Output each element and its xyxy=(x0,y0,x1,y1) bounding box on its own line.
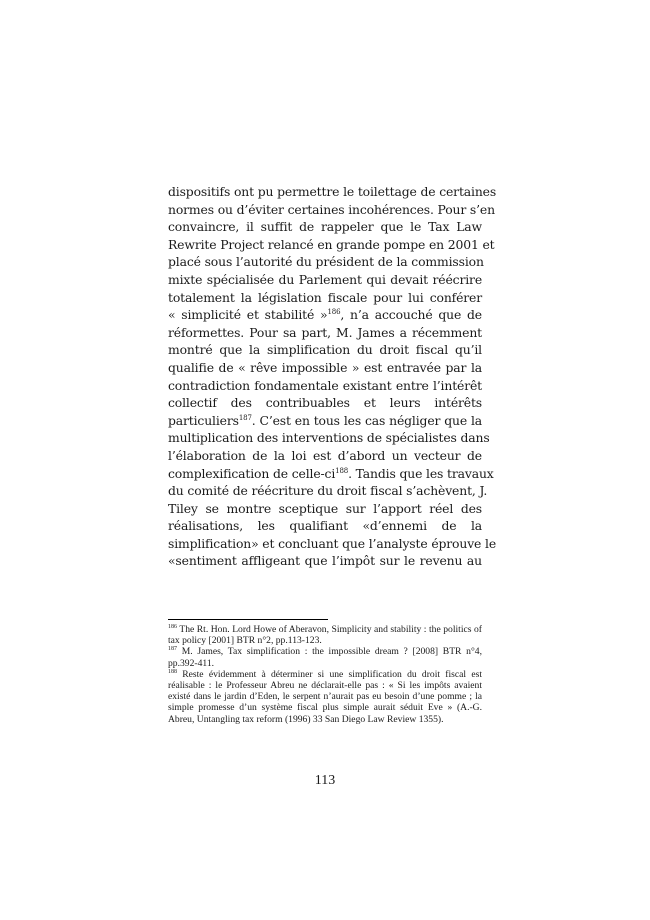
line-text: complexification de celle-ci xyxy=(168,465,336,481)
text-line: normes ou d’éviter certaines incohérences. Pour s’en xyxy=(168,201,495,217)
text-line: Rewrite Project relancé en grande pompe en 2001 et xyxy=(168,236,495,252)
line-text: . Tandis que les travaux xyxy=(348,465,494,481)
text-line: «sentiment affligeant que l’impôt sur le revenu au xyxy=(168,553,482,569)
footnote-ref-187[interactable]: 187 xyxy=(238,413,252,422)
footnote-text: The Rt. Hon. Lord Howe of Aberavon, Simplicity and stability : the politics of tax policy [2001] BTR n°2, pp.113-123. xyxy=(168,624,482,647)
text-line xyxy=(168,306,482,324)
footnote-ref-186[interactable]: 186 xyxy=(327,308,341,317)
footnote-188 xyxy=(168,669,482,725)
footnote-number: 187 xyxy=(168,646,177,653)
text-line: placé sous l’autorité du président de la commission xyxy=(168,254,484,270)
footnote-ref-188[interactable]: 188 xyxy=(335,466,349,475)
page-number: 113 xyxy=(314,773,336,788)
body-text xyxy=(168,183,497,570)
text-line: montré que la simplification du droit fiscal qu’il xyxy=(168,342,482,358)
footnote-separator xyxy=(168,619,328,620)
quote-text: « simplicité et stabilité » xyxy=(168,307,328,323)
footnote-187 xyxy=(168,646,482,668)
text-line: collectif des contribuables et leurs intérêts xyxy=(168,395,482,411)
text-line xyxy=(168,412,482,430)
text-line: du comité de réécriture du droit fiscal s’achèvent, J. xyxy=(168,483,488,499)
text-line: convaincre, il suffit de rappeler que le Tax Law xyxy=(168,219,482,235)
line-text: . C’est en tous les cas négliger que la xyxy=(251,412,482,428)
line-text: , n’a accouché que de xyxy=(340,307,482,323)
text-line: totalement la législation fiscale pour lui conférer xyxy=(168,289,482,305)
footnotes xyxy=(168,624,482,725)
footnote-number: 186 xyxy=(168,624,177,630)
footnote-text: Reste évidemment à déterminer si une simplification du droit fiscal est réalisable : le Professeur Abreu ne déclarait-elle pas : « Si les impôts avaient existé dans le jardin d’Eden, le serpent n’aurait pas eu besoin d’une pomme ; la simple promesse d’un système fiscal plus simple aurait séduit Eve » (A.-G. Abreu, Untangling tax reform (1996) 33 San Diego Law Review 1355). xyxy=(168,668,482,725)
text-line: multiplication des interventions de spécialistes dans xyxy=(168,430,490,446)
footnote-186 xyxy=(168,624,482,646)
footnote-text: M. James, Tax simplification : the impossible dream ? [2008] BTR n°4, pp.392-411. xyxy=(168,646,482,669)
text-line xyxy=(168,465,494,483)
footnote-number: 188 xyxy=(168,668,177,675)
text-line: réalisations, les qualifiant «d’ennemi de la xyxy=(168,518,482,534)
text-line: l’élaboration de la loi est d’abord un vecteur de xyxy=(168,447,482,463)
text-line: simplification» et concluant que l’analyste éprouve le xyxy=(168,535,497,551)
text-line: Tiley se montre sceptique sur l’apport réel des xyxy=(168,500,482,516)
text-line: qualifie de « rêve impossible » est entravée par la xyxy=(168,359,482,375)
line-text: particuliers xyxy=(168,412,239,428)
text-line: mixte spécialisée du Parlement qui devait réécrire xyxy=(168,271,482,287)
text-line: contradiction fondamentale existant entre l’intérêt xyxy=(168,377,482,393)
text-line: dispositifs ont pu permettre le toilettage de certaines xyxy=(168,184,497,199)
text-line: réformettes. Pour sa part, M. James a récemment xyxy=(168,324,482,340)
